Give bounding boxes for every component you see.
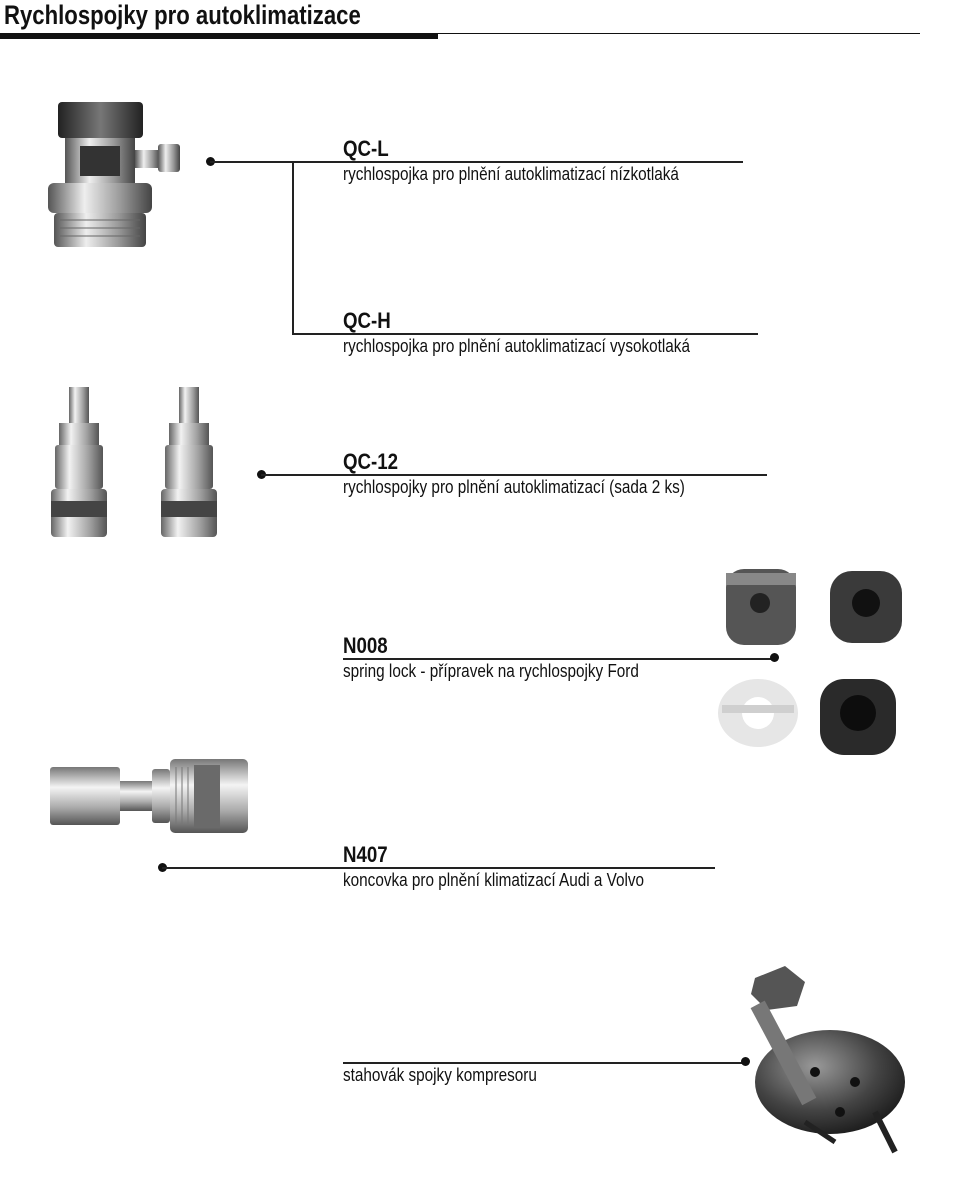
qc-l-underline (343, 161, 743, 163)
qc-l-description: rychlospojka pro plnění autoklimatizací nízkotlaká (343, 164, 679, 184)
puller-description: stahovák spojky kompresoru (343, 1065, 537, 1085)
clutch-puller-image (745, 962, 915, 1162)
qc-h-code: QC-H (343, 308, 391, 333)
n008-description: spring lock - přípravek na rychlospojky Ford (343, 661, 639, 681)
title-rule (438, 33, 920, 34)
qc-12-coupler-set-image (45, 383, 240, 545)
n407-code: N407 (343, 842, 388, 867)
puller-callout-line (343, 1062, 743, 1064)
n008-callout-dot (770, 653, 779, 662)
puller-callout-dot (741, 1057, 750, 1066)
qc-h-connector-line (292, 161, 294, 333)
qc-l-code: QC-L (343, 136, 389, 161)
title-underline-bar (0, 33, 438, 39)
qc-12-callout-line (261, 474, 767, 476)
n407-description: koncovka pro plnění klimatizací Audi a Volvo (343, 870, 645, 890)
page-title: Rychlospojky pro autoklimatizace (4, 0, 361, 30)
n008-spring-lock-image (712, 563, 912, 763)
n008-callout-line (343, 658, 774, 660)
qc-12-description: rychlospojky pro plnění autoklimatizací (sada 2 ks) (343, 477, 685, 497)
qc-h-description: rychlospojka pro plnění autoklimatizací vysokotlaká (343, 336, 690, 356)
n008-code: N008 (343, 633, 388, 658)
qc-12-code: QC-12 (343, 449, 399, 474)
n407-adapter-image (48, 755, 253, 837)
n407-callout-line (162, 867, 715, 869)
qc-l-callout-line (210, 161, 343, 163)
qc-l-coupler-image (40, 98, 200, 258)
